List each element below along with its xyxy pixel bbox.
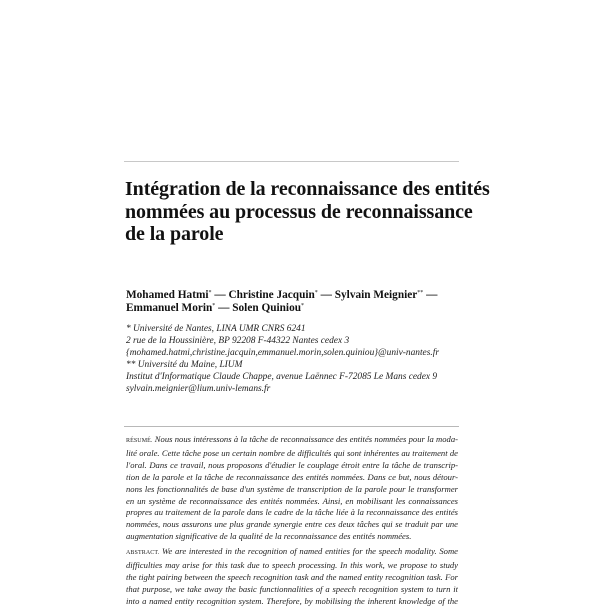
abstract-line: ABSTRACT. We are interested in the recognition of named entities for the speech modality. Some (126, 546, 458, 556)
affiliation-mark: * (301, 302, 305, 309)
abstract-line: the tight pairing between the speech recognition task and the named entity recognition task. For (126, 571, 458, 582)
abstract-line: difficulties may arise for this task due to speech processing. In this work, we propose to study (126, 559, 458, 570)
author-name: Mohamed Hatmi (126, 289, 209, 301)
author-separator: — (317, 289, 335, 301)
english-abstract (126, 546, 458, 608)
abstract-line: en un système de reconnaissance des entités nommées. Ainsi, en mobilisant les connaissances (126, 495, 458, 506)
affiliation-line: ** Université du Maine, LIUM (126, 360, 243, 370)
resume-french-abstract (126, 434, 458, 543)
author-line (126, 302, 466, 315)
affiliation-mark: * (212, 302, 216, 309)
author-name: Emmanuel Morin (126, 301, 213, 314)
affiliation-emails: {mohamed.hatmi,christine.jacquin,emmanuel.morin,solen.quiniou}@univ-nantes.fr (126, 348, 439, 358)
abstract-line: lité orale. Cette tâche pose un certain nombre de difficultés qui sont inhérentes au traitement de (126, 447, 458, 458)
abstract-label: ABSTRACT. (126, 550, 160, 556)
header-rule (124, 161, 459, 162)
affiliation-line: Institut d'Informatique Claude Chappe, avenue Laënnec F-72085 Le Mans cedex 9 (126, 372, 438, 382)
title-line: Intégration de la reconnaissance des entités (125, 178, 490, 200)
author-separator: — (211, 289, 229, 301)
title-line: nommées au processus de reconnaissance (125, 200, 473, 223)
title-line: de la parole (125, 223, 224, 245)
abstract-line: into a named entity recognition system. Therefore, by mobilising the inherent knowledge of the (126, 595, 458, 606)
abstract-line: tion de la parole et la tâche de reconnaissance des entités nommées. Dans ce but, nous détour- (126, 471, 458, 482)
abstract-line: nons les fonctionnalités de base d'un système de transcription de la parole pour le transformer (126, 483, 458, 494)
author-name: Christine Jacquin (228, 289, 315, 301)
affiliation-email: sylvain.meignier@lium.univ-lemans.fr (126, 384, 271, 394)
resume-label: RÉSUMÉ. (126, 438, 153, 444)
abstract-line: RÉSUMÉ. Nous nous intéressons à la tâche de reconnaissance des entités nommées pour la moda- (126, 434, 458, 444)
abstract-line: nommées, nous assurons une plus grande synergie entre ces deux tâches qui se traduit par une (126, 519, 458, 530)
abstract-line: augmentation significative de la qualité de la reconnaissance des entités nommées. (126, 531, 412, 542)
abstract-separator-rule (124, 426, 459, 427)
abstract-line: propres au traitement de la parole dans le cadre de la tâche liée à la reconnaissance des entités (126, 507, 458, 518)
author-separator: — (423, 289, 438, 301)
affiliation-mark: * (208, 290, 212, 296)
author-name: Sylvain Meignier (334, 289, 418, 301)
affiliation-line: * Université de Nantes, LINA UMR CNRS 6241 (126, 324, 306, 334)
author-separator: — (215, 301, 233, 314)
abstract-line: that purpose, we take away the basic functionnalities of a speech recognition system to turn it (126, 583, 458, 594)
affiliations (126, 323, 466, 395)
author-line (126, 289, 466, 302)
abstract-line: l'oral. Dans ce travail, nous proposons d'étudier le couplage étroit entre la tâche de transcrip- (126, 459, 458, 470)
affiliation-mark: * (314, 290, 318, 296)
affiliation-mark: ** (417, 290, 424, 296)
author-name: Solen Quiniou (232, 301, 302, 314)
paper-title (125, 178, 490, 246)
affiliation-line: 2 rue de la Houssinière, BP 92208 F-44322 Nantes cedex 3 (126, 336, 350, 346)
author-list (126, 289, 466, 314)
